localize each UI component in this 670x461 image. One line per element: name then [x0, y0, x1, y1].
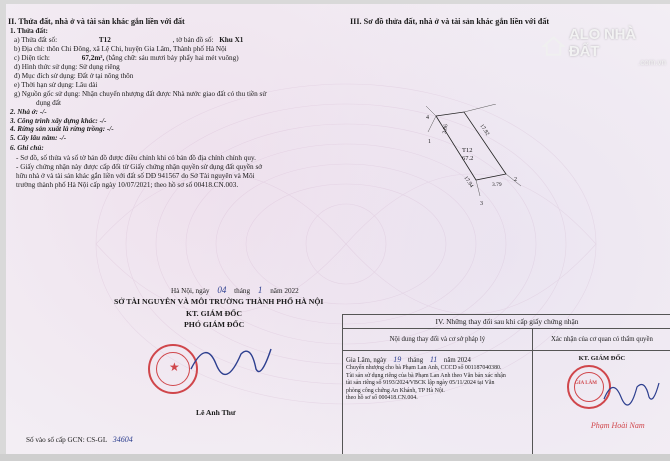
area-value: 67,2m², [81, 54, 105, 62]
note-1: - Sơ đồ, số thửa và số tờ bản đồ được điều chỉnh khi có bản đồ địa chính chính quy. [16, 154, 256, 162]
watermark-domain: .com.vn [637, 57, 666, 67]
note-2-line-1: - Giấy chứng nhận này được cấp đổi từ Giấy chứng nhận quyền sử dụng đất quyền sở [16, 163, 263, 171]
area-label: c) Diện tích: [14, 54, 50, 62]
use-purpose: đ) Mục đích sử dụng: Đất ở tại nông thôn [14, 72, 134, 80]
sign-month: 1 [257, 285, 263, 295]
entry-line-1: Chuyển nhượng cho bà Phạm Lan Anh, CCCD số 001187040380. [346, 365, 502, 372]
entry-line-5: theo hồ sơ số 000418.CN.004. [346, 394, 418, 401]
item-house: 2. Nhà ở: -/- [10, 108, 47, 116]
area-row [14, 54, 239, 62]
change-content-cell [343, 351, 533, 455]
entry-day: 19 [393, 355, 402, 364]
vertex-3-label: 3 [480, 201, 483, 207]
book-number-row [26, 435, 133, 444]
section-4-title: IV. Những thay đổi sau khi cấp giấy chứng nhận [343, 315, 670, 329]
col-header-confirmation: Xác nhận của cơ quan có thẩm quyền [532, 329, 670, 351]
watermark-logo [542, 26, 666, 66]
table-row [343, 351, 670, 455]
book-number-label: Số vào sổ cấp GCN: CS-GL [26, 436, 107, 444]
section-2-title: II. Thửa đất, nhà ở và tài sản khác gắn liền với đất [8, 17, 185, 26]
item-planted-forest: 4. Rừng sản xuất là rừng trồng: -/- [10, 125, 114, 133]
lot-number-label: a) Thửa đất số: [14, 36, 58, 44]
use-origin-line-1: g) Nguồn gốc sử dụng: Nhận chuyển nhượng đất được Nhà nước giao đất có thu tiền sử [14, 90, 267, 98]
map-sheet-label: , tờ bản đồ số: [172, 36, 214, 44]
sign-date: Hà Nội, ngày 04 tháng 1 năm 2022 [171, 285, 299, 295]
edge-bottom-length: 17.94 [462, 175, 475, 189]
item-other-construction: 3. Công trình xây dựng khác: -/- [10, 117, 107, 125]
entry-line-2: Tài sản sử dụng riêng của bà Phạm Lan Anh theo Văn bản xác nhận [346, 372, 506, 379]
note-2-line-2: hữu nhà ở và tài sản khác gắn liền với đất số DĐ 941567 do Sở Tài nguyên và Môi [16, 172, 255, 180]
confirm-signer: Phạm Hoài Nam [590, 421, 645, 430]
confirmation-cell [532, 351, 670, 455]
deputy-director: PHÓ GIÁM ĐỐC [184, 320, 245, 329]
confirm-title: KT. GIÁM ĐỐC [578, 355, 626, 362]
entry-line-3: tài sản riêng số 9193/2024/VBCK lập ngày 05/11/2024 tại Văn [346, 380, 495, 387]
note-2-line-3: trường thành phố Hà Nội cấp ngày 10/07/2021; theo hồ sơ số 00418.CN.003. [16, 181, 239, 189]
section-3-title: III. Sơ đồ thửa đất, nhà ở và tài sản khác gắn liền với đất [350, 17, 550, 26]
stamp-text: GIA LÂM [574, 381, 597, 386]
entry-line-4: phòng công chứng An Khánh, TP Hà Nội. [346, 387, 445, 394]
use-duration: e) Thời hạn sử dụng: Lâu dài [14, 81, 98, 89]
confirmation-signature [601, 373, 661, 409]
sign-day: 04 [217, 285, 227, 295]
vertex-2-label: 2 [514, 177, 517, 183]
item-perennial-trees: 5. Cây lâu năm: -/- [10, 134, 67, 142]
signer-name: Lê Anh Thư [196, 408, 236, 417]
certificate-page [6, 4, 670, 454]
item-land-lot: 1. Thửa đất: [10, 27, 48, 35]
changes-table [342, 314, 670, 454]
col-header-content: Nội dung thay đổi và cơ sở pháp lý [343, 329, 533, 351]
entry-month: 11 [429, 355, 438, 364]
book-number-value: 34604 [112, 435, 133, 444]
director-signature [186, 334, 276, 384]
address: b) Địa chỉ: thôn Chi Đông, xã Lệ Chi, huyện Gia Lâm, Thành phố Hà Nội [14, 45, 227, 53]
lot-number-row [14, 36, 243, 44]
official-seal-stamp: ★ [148, 344, 198, 394]
entry-date: Gia Lâm, ngày 19 tháng 11 năm 2024 [346, 355, 471, 364]
kt-director: KT. GIÁM ĐỐC [186, 309, 242, 318]
bottom-edge [0, 454, 670, 461]
item-notes: 6. Ghi chú: [10, 144, 44, 152]
vertex-4-label: 4 [426, 115, 429, 121]
edge-left-length: 3.86 [441, 123, 450, 135]
house-icon [542, 34, 565, 58]
area-words: (bằng chữ: sáu mươi bảy phẩy hai mét vuông) [106, 54, 239, 62]
lot-number-value: T12 [98, 36, 111, 44]
vertex-1-label: 1 [428, 139, 431, 145]
edge-right-length: 3.79 [492, 182, 502, 188]
issuing-agency: SỞ TÀI NGUYÊN VÀ MÔI TRƯỜNG THÀNH PHỐ HÀ NỘI [114, 297, 324, 306]
edge-top-length: 17.82 [478, 123, 491, 137]
watermark-brand: ALO NHÀ ĐẤT [569, 25, 636, 60]
plot-area: 67.2 [462, 155, 474, 162]
map-sheet-value: Khu X1 [219, 36, 244, 44]
plot-label: T12 [462, 147, 473, 154]
use-origin-line-2: dụng đất [36, 99, 61, 107]
use-form: d) Hình thức sử dụng: Sử dụng riêng [14, 63, 120, 71]
